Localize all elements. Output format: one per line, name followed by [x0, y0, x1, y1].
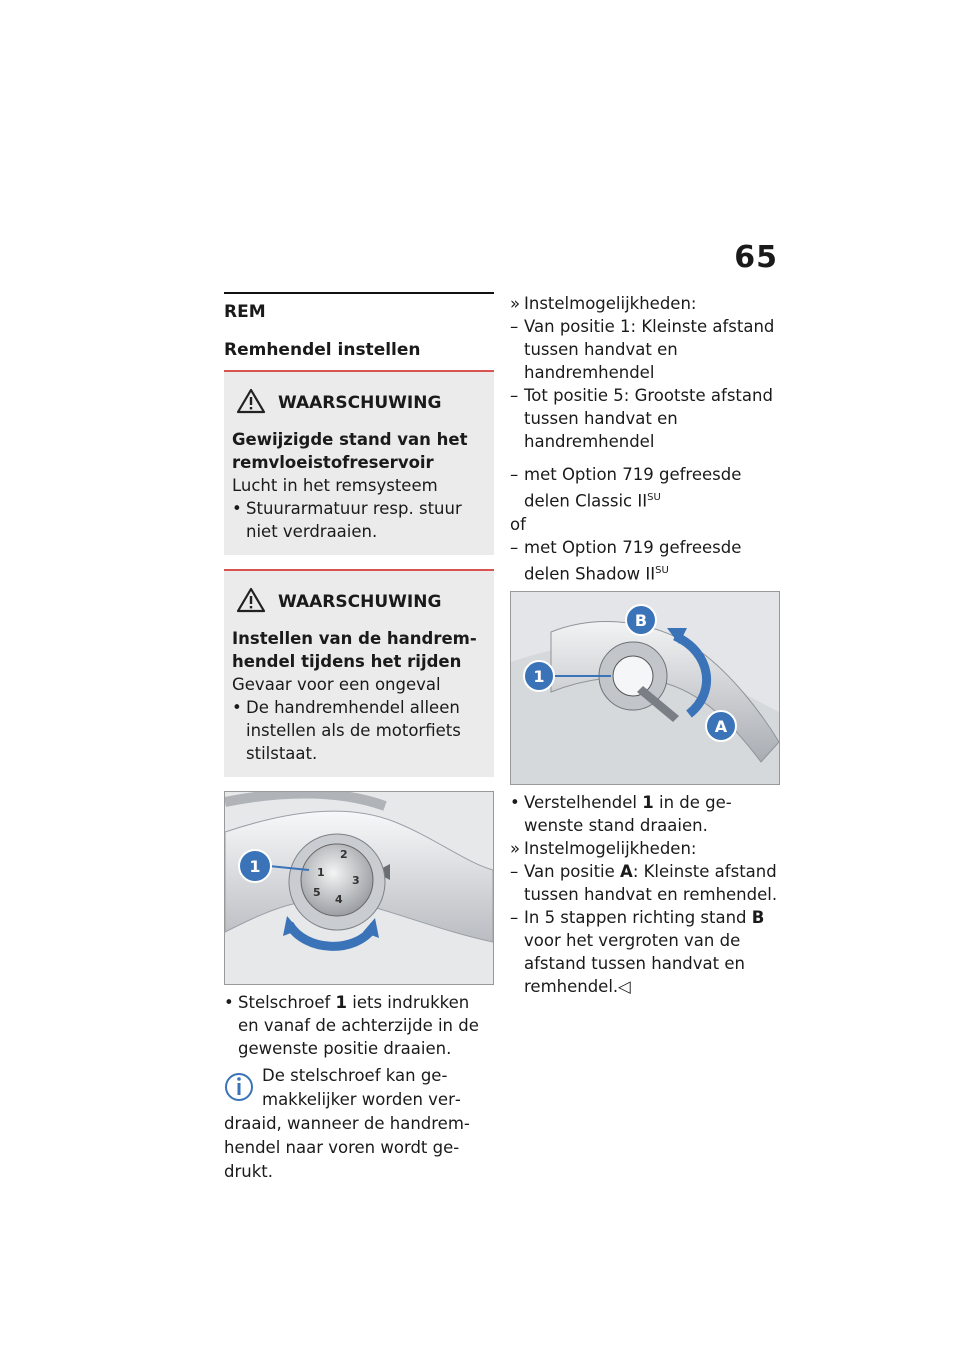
dial-number: 2: [340, 848, 348, 861]
callout-label: B: [634, 611, 648, 630]
dial-number: 3: [352, 874, 360, 887]
warning-text: Lucht in het remsysteem: [232, 476, 438, 495]
right-column: [510, 292, 782, 998]
warning-heading: Gewijzigde stand van het remvloeistofreservoir: [232, 430, 468, 472]
dash-item: – Van positie 1: Kleinste afstand tussen handvat en handremhendel: [510, 317, 775, 382]
instruction-step: • Verstelhendel 1 in de gewenste stand draaien.: [510, 793, 732, 835]
end-of-section-icon: ◁: [618, 977, 631, 996]
callout-label: 1: [533, 667, 545, 686]
subsection-title: Remhendel instellen: [224, 340, 421, 360]
figure-adjuster-dial: [224, 791, 494, 985]
warning-box-2: [224, 569, 494, 777]
dial-number: 5: [313, 886, 321, 899]
callout-label: A: [714, 717, 728, 736]
dash-item: – In 5 stappen richting stand B voor het vergroten van de afstand tussen handvat en remhendel.◁: [510, 908, 765, 996]
dial-number: 4: [335, 893, 343, 906]
callout-label: 1: [249, 857, 261, 876]
section-rule: [224, 292, 494, 294]
figure-adjuster-lever: [510, 591, 780, 785]
dash-item: – Tot positie 5: Grootste afstand tussen handvat en handremhendel: [510, 386, 773, 451]
page-number: 65: [734, 240, 778, 275]
warning-text: Gevaar voor een ongeval: [232, 675, 441, 694]
warning-triangle-icon: [236, 587, 266, 617]
warning-box-1: [224, 370, 494, 555]
warning-bullet: • De handremhendel alleen instellen als de motorfiets stilstaat.: [232, 698, 461, 763]
option-item: – met Option 719 gefreesde delen Shadow $II^{SU}$: [510, 537, 742, 583]
info-note: De stelschroef kan gemakkelijker worden verdraaid, wanneer de handremhendel naar voren wordt gedrukt.: [224, 1066, 470, 1181]
warning-heading: Instellen van de handremhendel tijdens het rijden: [232, 629, 477, 671]
option-item: – met Option 719 gefreesde delen Classic $II^{SU}$: [510, 465, 742, 511]
result-line: » Instelmogelijkheden:: [510, 294, 697, 313]
or-text: of: [510, 514, 526, 534]
warning-triangle-icon: [236, 388, 266, 418]
warning-bullet: • Stuurarmatuur resp. stuur niet verdraaien.: [232, 499, 462, 541]
instruction-step: • Stelschroef 1 iets indrukken en vanaf de achterzijde in de gewenste positie draaien.: [224, 993, 479, 1058]
info-icon: [224, 1070, 254, 1111]
section-title: REM: [224, 302, 266, 322]
dial-number: 1: [317, 866, 325, 879]
result-line: » Instelmogelijkheden:: [510, 839, 697, 858]
warning-label: WAARSCHUWING: [278, 393, 442, 413]
dash-item: – Van positie A: Kleinste afstand tussen handvat en remhendel.: [510, 862, 778, 904]
left-column: [224, 292, 494, 1184]
warning-label: WAARSCHUWING: [278, 592, 442, 612]
